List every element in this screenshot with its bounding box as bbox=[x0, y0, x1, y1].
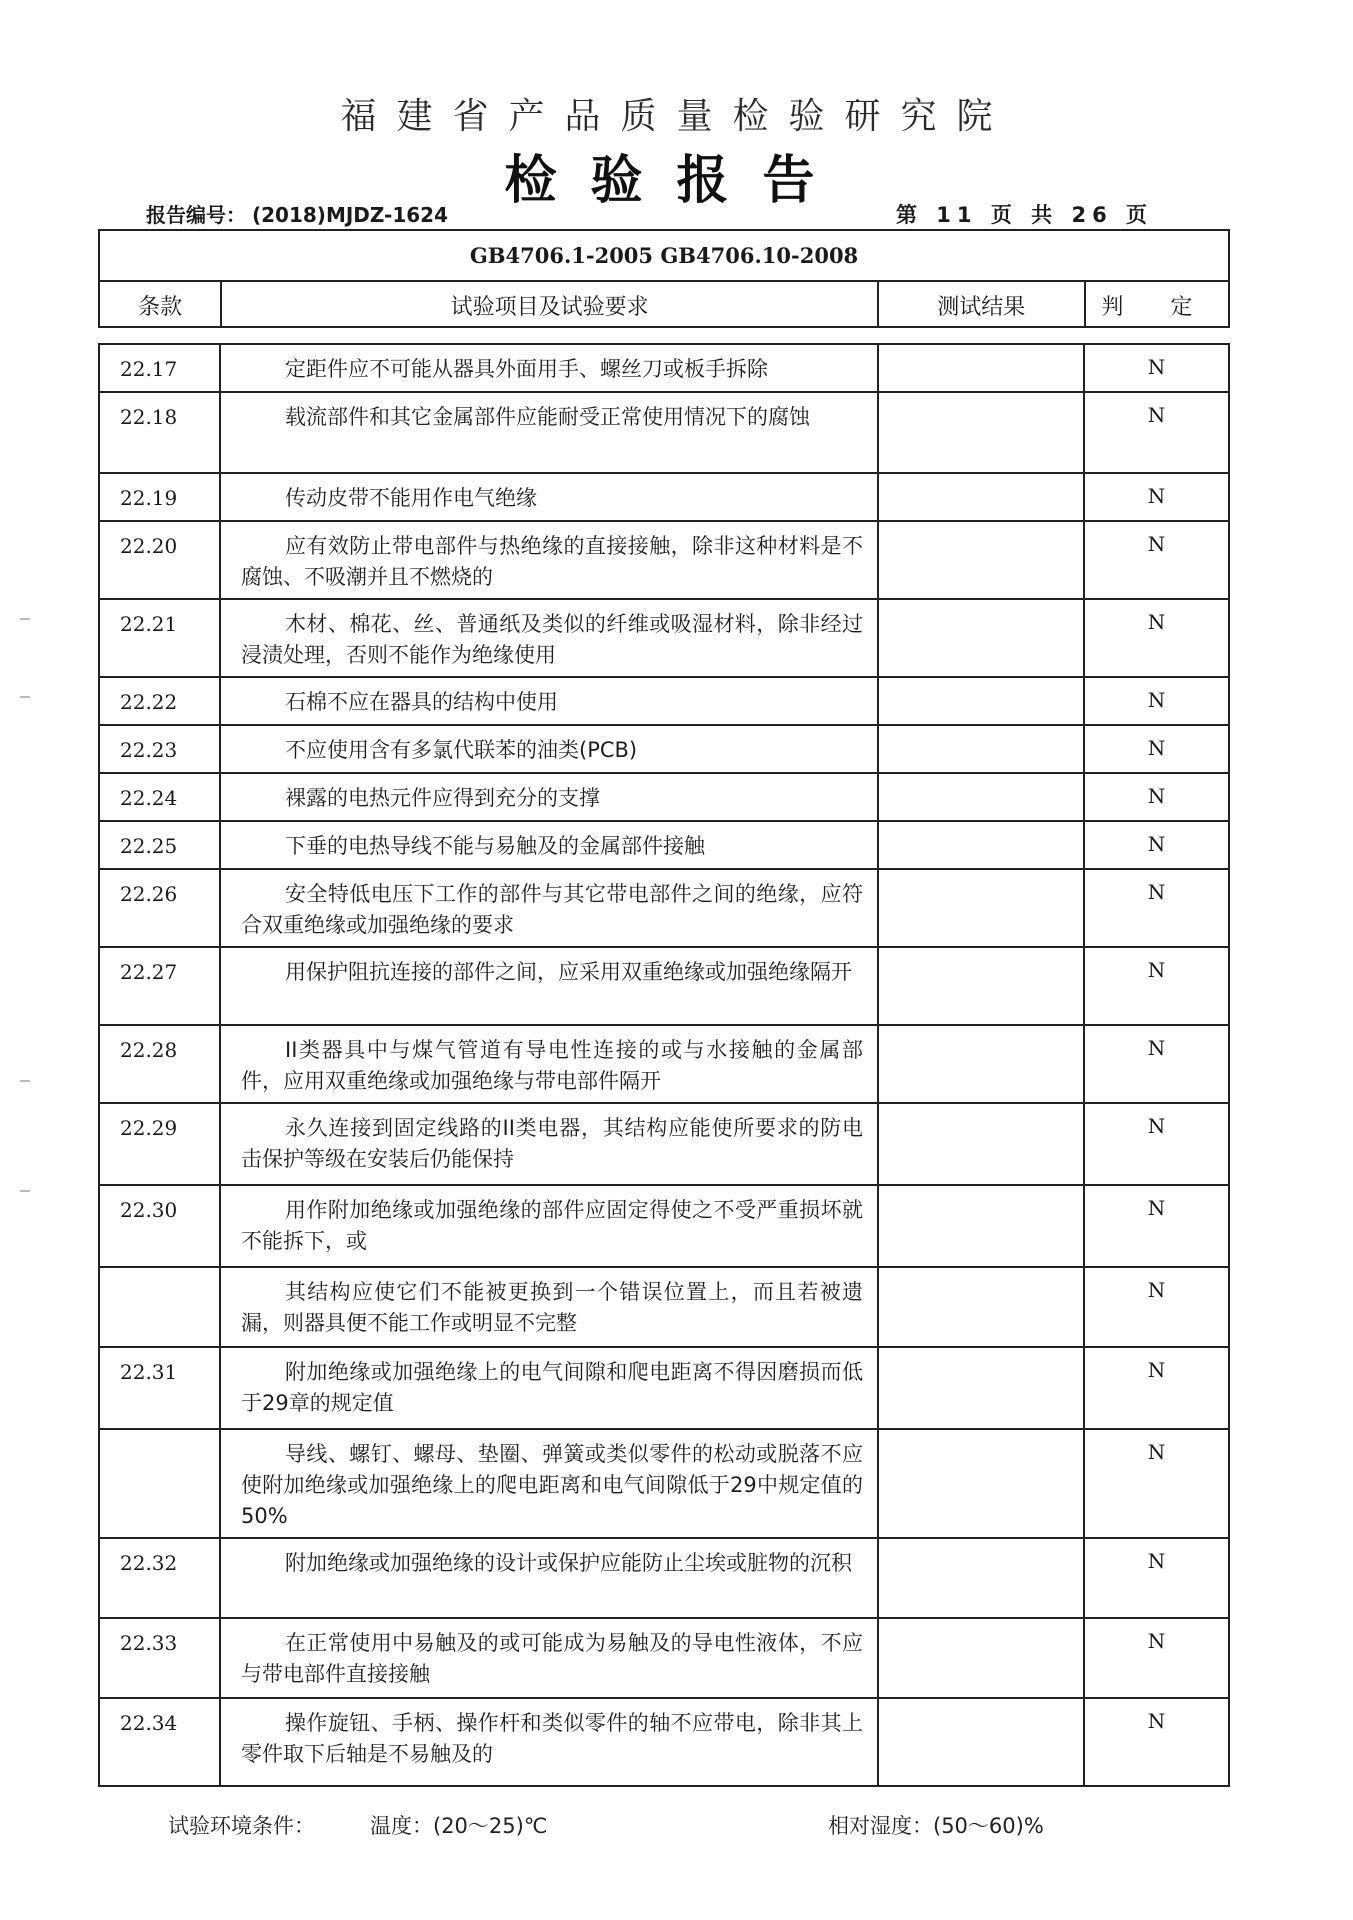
table-row bbox=[100, 522, 1228, 600]
result-cell bbox=[879, 600, 1085, 676]
column-header-row bbox=[100, 282, 1228, 328]
requirement-cell: 石棉不应在器具的结构中使用 bbox=[221, 678, 879, 724]
verdict-cell: N bbox=[1147, 1278, 1166, 1302]
requirement-cell: 传动皮带不能用作电气绝缘 bbox=[221, 474, 879, 520]
table-row bbox=[100, 1348, 1228, 1430]
verdict-cell: N bbox=[1147, 958, 1166, 982]
scan-edge-mark bbox=[20, 618, 30, 620]
clause-cell: 22.24 bbox=[100, 774, 221, 820]
clause-cell: 22.29 bbox=[100, 1104, 221, 1184]
result-cell bbox=[879, 1026, 1085, 1102]
result-cell bbox=[879, 1699, 1085, 1785]
requirement-cell: 应有效防止带电部件与热绝缘的直接接触，除非这种材料是不腐蚀、不吸潮并且不燃烧的 bbox=[221, 522, 879, 598]
table-row bbox=[100, 1026, 1228, 1104]
report-number-label: 报告编号： bbox=[146, 203, 246, 227]
table-row bbox=[100, 474, 1228, 522]
clause-cell: 22.30 bbox=[100, 1186, 221, 1266]
result-cell bbox=[879, 726, 1085, 772]
result-cell bbox=[879, 774, 1085, 820]
result-cell bbox=[879, 1619, 1085, 1697]
institute-name: 福建省产品质量检验研究院 bbox=[340, 96, 1013, 137]
clause-cell: 22.23 bbox=[100, 726, 221, 772]
result-cell bbox=[879, 393, 1085, 472]
requirement-cell: 裸露的电热元件应得到充分的支撑 bbox=[221, 774, 879, 820]
requirement-cell: 载流部件和其它金属部件应能耐受正常使用情况下的腐蚀 bbox=[221, 393, 879, 472]
clause-cell: 22.27 bbox=[100, 948, 221, 1024]
table-header bbox=[98, 229, 1230, 328]
table-row bbox=[100, 774, 1228, 822]
scan-edge-mark bbox=[20, 1190, 30, 1192]
verdict-cell: N bbox=[1147, 355, 1166, 379]
result-cell bbox=[879, 1186, 1085, 1266]
requirement-cell: 操作旋钮、手柄、操作杆和类似零件的轴不应带电，除非其上零件取下后轴是不易触及的 bbox=[221, 1699, 879, 1785]
clause-cell: 22.22 bbox=[100, 678, 221, 724]
result-cell bbox=[879, 870, 1085, 946]
requirement-cell: II类器具中与煤气管道有导电性连接的或与水接触的金属部件，应用双重绝缘或加强绝缘与带电部件隔开 bbox=[221, 1026, 879, 1102]
verdict-cell: N bbox=[1147, 532, 1166, 556]
table-row bbox=[100, 1104, 1228, 1186]
verdict-cell: N bbox=[1147, 1196, 1166, 1220]
verdict-cell: N bbox=[1147, 610, 1166, 634]
requirement-cell: 导线、螺钉、螺母、垫圈、弹簧或类似零件的松动或脱落不应使附加绝缘或加强绝缘上的爬电距离和电气间隙低于29中规定值的50% bbox=[221, 1430, 879, 1537]
requirement-cell: 定距件应不可能从器具外面用手、螺丝刀或板手拆除 bbox=[221, 345, 879, 391]
scan-edge-mark bbox=[20, 1080, 30, 1082]
report-title: 检验报告 bbox=[504, 151, 849, 211]
requirement-cell: 不应使用含有多氯代联苯的油类(PCB) bbox=[221, 726, 879, 772]
table-row bbox=[100, 678, 1228, 726]
result-cell bbox=[879, 948, 1085, 1024]
clause-cell bbox=[100, 1268, 221, 1346]
verdict-cell: N bbox=[1147, 1114, 1166, 1138]
table-row bbox=[100, 822, 1228, 870]
verdict-cell: N bbox=[1147, 484, 1166, 508]
requirement-cell: 安全特低电压下工作的部件与其它带电部件之间的绝缘，应符合双重绝缘或加强绝缘的要求 bbox=[221, 870, 879, 946]
column-header-requirement: 试验项目及试验要求 bbox=[222, 282, 879, 328]
verdict-cell: N bbox=[1147, 1549, 1166, 1573]
temperature-condition: 温度：(20～25)℃ bbox=[370, 1814, 548, 1838]
result-cell bbox=[879, 1268, 1085, 1346]
clause-cell: 22.31 bbox=[100, 1348, 221, 1428]
table-row bbox=[100, 726, 1228, 774]
clause-cell: 22.20 bbox=[100, 522, 221, 598]
clause-cell: 22.25 bbox=[100, 822, 221, 868]
page-indicator: 第 11 页 共 26 页 bbox=[895, 203, 1153, 227]
requirement-cell: 附加绝缘或加强绝缘上的电气间隙和爬电距离不得因磨损而低于29章的规定值 bbox=[221, 1348, 879, 1428]
verdict-cell: N bbox=[1147, 880, 1166, 904]
verdict-cell: N bbox=[1147, 1358, 1166, 1382]
table-row bbox=[100, 948, 1228, 1026]
table-row bbox=[100, 1186, 1228, 1268]
requirement-cell: 木材、棉花、丝、普通纸及类似的纤维或吸湿材料，除非经过浸渍处理，否则不能作为绝缘使用 bbox=[221, 600, 879, 676]
report-number-value: (2018)MJDZ-1624 bbox=[252, 203, 449, 227]
requirement-cell: 附加绝缘或加强绝缘的设计或保护应能防止尘埃或脏物的沉积 bbox=[221, 1539, 879, 1617]
table-row bbox=[100, 345, 1228, 393]
humidity-condition: 相对湿度：(50～60)% bbox=[828, 1814, 1044, 1838]
table-row bbox=[100, 1430, 1228, 1539]
verdict-cell: N bbox=[1147, 688, 1166, 712]
clause-cell: 22.28 bbox=[100, 1026, 221, 1102]
column-header-clause: 条款 bbox=[100, 282, 222, 328]
verdict-cell: N bbox=[1147, 1709, 1166, 1733]
verdict-cell: N bbox=[1147, 832, 1166, 856]
column-header-result: 测试结果 bbox=[879, 282, 1086, 328]
table-row bbox=[100, 1619, 1228, 1699]
clause-cell: 22.19 bbox=[100, 474, 221, 520]
clause-cell: 22.18 bbox=[100, 393, 221, 472]
requirement-cell: 其结构应使它们不能被更换到一个错误位置上，而且若被遗漏，则器具便不能工作或明显不完整 bbox=[221, 1268, 879, 1346]
verdict-cell: N bbox=[1147, 1629, 1166, 1653]
table-row bbox=[100, 1268, 1228, 1348]
requirement-cell: 用保护阻抗连接的部件之间，应采用双重绝缘或加强绝缘隔开 bbox=[221, 948, 879, 1024]
result-cell bbox=[879, 1539, 1085, 1617]
verdict-cell: N bbox=[1147, 1036, 1166, 1060]
clause-cell: 22.26 bbox=[100, 870, 221, 946]
table-row bbox=[100, 600, 1228, 678]
inspection-table bbox=[98, 343, 1230, 1787]
clause-cell: 22.21 bbox=[100, 600, 221, 676]
requirement-cell: 在正常使用中易触及的或可能成为易触及的导电性液体，不应与带电部件直接接触 bbox=[221, 1619, 879, 1697]
clause-cell: 22.34 bbox=[100, 1699, 221, 1785]
result-cell bbox=[879, 522, 1085, 598]
result-cell bbox=[879, 1104, 1085, 1184]
requirement-cell: 用作附加绝缘或加强绝缘的部件应固定得使之不受严重损坏就不能拆下，或 bbox=[221, 1186, 879, 1266]
verdict-cell: N bbox=[1147, 784, 1166, 808]
table-row bbox=[100, 393, 1228, 474]
requirement-cell: 永久连接到固定线路的II类电器，其结构应能使所要求的防电击保护等级在安装后仍能保持 bbox=[221, 1104, 879, 1184]
column-header-verdict: 判 定 bbox=[1101, 294, 1213, 320]
verdict-cell: N bbox=[1147, 736, 1166, 760]
table-row bbox=[100, 1699, 1228, 1785]
clause-cell: 22.17 bbox=[100, 345, 221, 391]
table-row bbox=[100, 870, 1228, 948]
result-cell bbox=[879, 1430, 1085, 1537]
result-cell bbox=[879, 1348, 1085, 1428]
result-cell bbox=[879, 678, 1085, 724]
conditions-label: 试验环境条件： bbox=[168, 1814, 315, 1838]
verdict-cell: N bbox=[1147, 1440, 1166, 1464]
result-cell bbox=[879, 345, 1085, 391]
requirement-cell: 下垂的电热导线不能与易触及的金属部件接触 bbox=[221, 822, 879, 868]
result-cell bbox=[879, 822, 1085, 868]
clause-cell bbox=[100, 1430, 221, 1537]
verdict-cell: N bbox=[1147, 403, 1166, 427]
table-row bbox=[100, 1539, 1228, 1619]
clause-cell: 22.33 bbox=[100, 1619, 221, 1697]
report-number bbox=[146, 199, 448, 228]
result-cell bbox=[879, 474, 1085, 520]
scan-edge-mark bbox=[20, 696, 30, 698]
clause-cell: 22.32 bbox=[100, 1539, 221, 1617]
standard-title: GB4706.1-2005 GB4706.10-2008 bbox=[100, 231, 1228, 282]
